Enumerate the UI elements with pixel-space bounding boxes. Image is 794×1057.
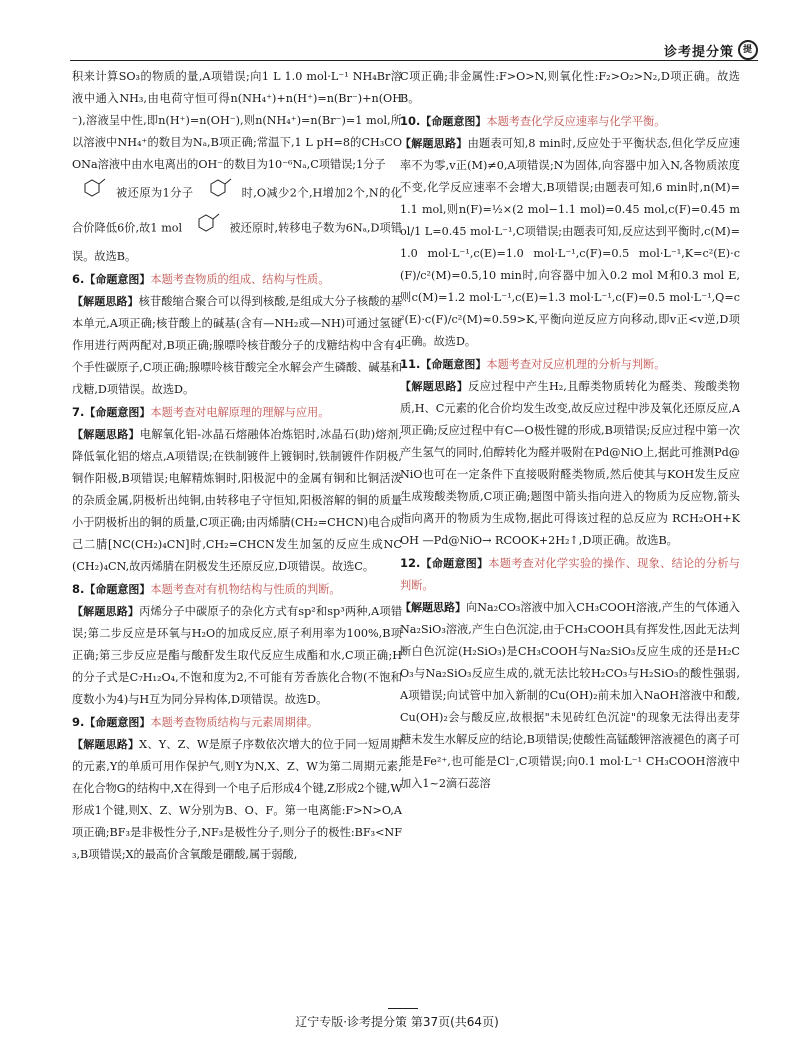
brand-logo-icon: 提	[738, 40, 758, 60]
structure-text: 被还原为1分子	[116, 186, 194, 200]
question-8-intent: 8.【命题意图】本题考查对有机物结构与性质的判断。	[72, 582, 341, 596]
header-rule	[70, 60, 758, 61]
left-column	[72, 66, 402, 866]
question-7-intent: 7.【命题意图】本题考查对电解原理的理解与应用。	[72, 405, 330, 419]
structure-text-3: 被还原时,转移电子数为6Nₐ,D项错误。故选B。	[72, 221, 402, 263]
question-6-solution: 【解题思路】核苷酸缩合聚合可以得到核酸,是组成大分子核酸的基本单元,A项正确;核苷酸上的碱基(含有—NH₂或—NH)可通过氢键作用进行两两配对,B项正确;腺嘌呤核苷酸分子的戊糖结构中含有4个手性碳原子,C项正确;腺嘌呤核苷酸完全水解会产生磷酸、碱基和戊糖,D项错误。故选D。	[72, 295, 403, 396]
question-10-solution: 【解题思路】由题表可知,8 min时,反应处于平衡状态,但化学反应速率不为零,v正(M)≠0,A项错误;N为固体,向容器中加入N,各物质浓度不变,化学反应速率不会增大,B项错误;由题表可知,6 min时,n(M)=1.1 mol,则n(F)=½×(2 mol−1.1 mol)=0.45 mol,c(F)=0.45 mol/1 L=0.45 mol·L⁻¹,C项错误;由题表可知,反应达到平衡时,c(M)=1.0 mol·L⁻¹,c(E)=1.0 mol·L⁻¹,c(F)=0.5 mol·L⁻¹,K=c²(E)·c(F)/c²(M)=0.5,10 min时,向容器中加入0.2 mol M和0.3 mol E,则c(M)=1.2 mol·L⁻¹,c(E)=1.3 mol·L⁻¹,c(F)=0.5 mol·L⁻¹,Q=c²(E)·c(F)/c²(M)≈0.59>K,平衡向逆反应方向移动,即v正<v逆,D项正确。故选D。	[400, 137, 740, 348]
nitrobenzene-structure-icon	[75, 176, 109, 211]
question-8-solution: 【解题思路】丙烯分子中碳原子的杂化方式有sp²和sp³两种,A项错误;第二步反应是环氧与H₂O的加成反应,原子利用率为100%,B项正确;第三步反应是酯与酸酐发生取代反应生成酯和水,C项正确;H的分子式是C₇H₁₂O₄,不饱和度为2,不可能有芳香族化合物(不饱和度数小为4)与H互为同分异构体,D项错误。故选D。	[72, 605, 403, 706]
page-header	[664, 40, 758, 60]
question-10-intent: 10.【命题意图】本题考查化学反应速率与化学平衡。	[400, 114, 666, 128]
right-column	[400, 66, 740, 795]
question-7-solution: 【解题思路】电解氧化铝-冰晶石熔融体冶炼铝时,冰晶石(助)熔剂,降低氧化铝的熔点,A项错误;在铁制镀件上镀铜时,铁制镀件作阴极,铜作阳极,B项错误;电解精炼铜时,阳极泥中的金属有铜和比铜活泼的杂质金属,阴极析出纯铜,由转移电子守恒知,阳极溶解的铜的质量小于阴极析出的铜的质量,C项正确;由丙烯腈(CH₂=CHCN)电合成己二腈[NC(CH₂)₄CN]时,CH₂=CHCN发生加氢的反应生成NC(CH₂)₄CN,故丙烯腈在阴极发生还原反应,D项错误。故选C。	[72, 428, 402, 573]
question-11-intent: 11.【命题意图】本题考查对反应机理的分析与判断。	[400, 357, 666, 371]
page-footer: 辽宁专版·诊考提分策 第37页(共64页)	[295, 1015, 499, 1029]
aniline-structure-icon	[201, 176, 235, 211]
question-6-intent: 6.【命题意图】本题考查物质的组成、结构与性质。	[72, 272, 330, 286]
structure-text-2: 时,O减少2个,H增加2个,N的化合价降低6价,故1 mol	[72, 186, 402, 235]
question-11-solution: 【解题思路】反应过程中产生H₂,且醇类物质转化为醛类、羧酸类物质,H、C元素的化合价均发生改变,故反应过程中涉及氧化还原反应,A项正确;反应过程中有C—O极性键的形成,B项错误;反应过程中第一次产生氢气的同时,伯醇转化为醛并吸附在Pd@NiO上,据此可推测Pd@NiO也可在一定条件下直接吸附醛类物质,然后使其与KOH发生反应生成羧酸类物质,C项正确;题图中箭头指向进入的物质为反应物,箭头指向离开的物质为生成物,据此可得该过程的总反应为 RCH₂OH+KOH —Pd@NiO→ RCOOK+2H₂↑,D项正确。故选B。	[400, 380, 740, 547]
footer-rule	[388, 1008, 418, 1009]
paragraph-structures	[72, 176, 402, 268]
header-title: 诊考提分策	[663, 44, 734, 60]
paragraph: 积来计算SO₃的物质的量,A项错误;向1 L 1.0 mol·L⁻¹ NH₄Br溶液中通入NH₃,由电荷守恒可得n(NH₄⁺)+n(H⁺)=n(Br⁻)+n(OH⁻),溶液呈中性,即n(H⁺)=n(OH⁻),则n(NH₄⁺)=n(Br⁻)=1 mol,所以溶液中NH₄⁺的数目为Nₐ,B项正确;常温下,1 L pH=8的CH₃COONa溶液中由水电离出的OH⁻的数目为10⁻⁶Nₐ,C项错误;1分子	[72, 70, 402, 171]
question-12-intent: 12.【命题意图】本题考查对化学实验的操作、现象、结论的分析与判断。	[400, 556, 740, 592]
question-9-intent: 9.【命题意图】本题考查物质结构与元素周期律。	[72, 715, 319, 729]
question-9-solution: 【解题思路】X、Y、Z、W是原子序数依次增大的位于同一短周期的元素,Y的单质可用作保护气,则Y为N,X、Z、W为第二周期元素;在化合物G的结构中,X在得到一个电子后形成4个键,Z形成2个键,W形成1个键,则X、Z、W分别为B、O、F。第一电离能:F>N>O,A项正确;BF₃是非极性分子,NF₃是极性分子,则分子的极性:BF₃<NF₃,B项错误;X的最高价含氧酸是硼酸,属于弱酸,	[72, 738, 403, 861]
nitrobenzene-structure-icon-2	[189, 211, 223, 246]
question-12-solution: 【解题思路】向Na₂CO₃溶液中加入CH₃COOH溶液,产生的气体通入Na₂SiO₃溶液,产生白色沉淀,由于CH₃COOH具有挥发性,因此无法判断白色沉淀(H₂SiO₃)是CH₃COOH与Na₂SiO₃反应生成的还是H₂CO₃与Na₂SiO₃反应生成的,就无法比较H₂CO₃与H₂SiO₃的酸性强弱,A项错误;向试管中加入新制的Cu(OH)₂前未加入NaOH溶液中和酸,Cu(OH)₂会与酸反应,故根据"未见砖红色沉淀"的现象无法得出麦芽糖未发生水解反应的结论,B项错误;使酸性高锰酸钾溶液褪色的离子可能是Fe²⁺,也可能是Cl⁻,C项错误;向0.1 mol·L⁻¹ CH₃COOH溶液中加入1~2滴石蕊溶	[400, 601, 740, 790]
paragraph: C项正确;非金属性:F>O>N,则氧化性:F₂>O₂>N₂,D项正确。故选B。	[400, 70, 740, 105]
